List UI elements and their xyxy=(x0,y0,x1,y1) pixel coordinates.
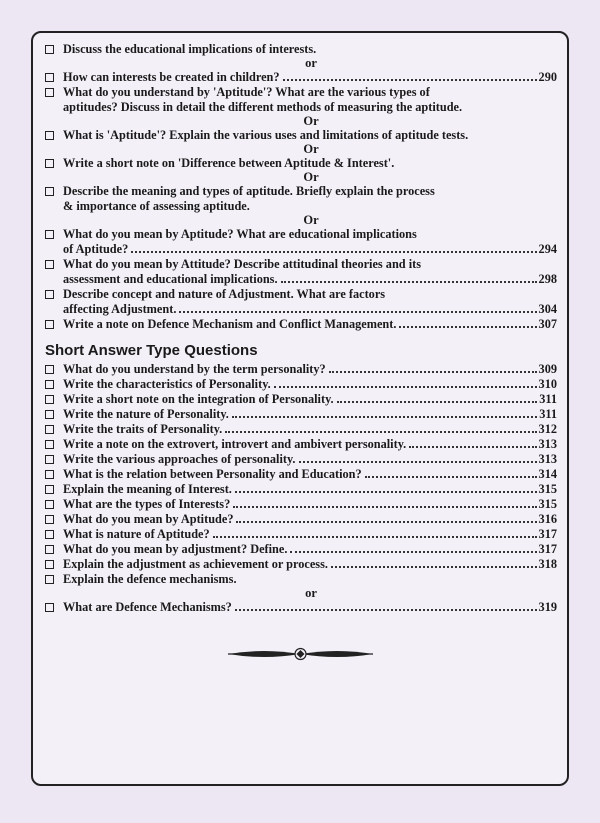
or-separator: Or xyxy=(303,170,319,184)
question-text: Explain the adjustment as achievement or process. xyxy=(63,557,328,571)
page-number: 294 xyxy=(538,242,557,256)
checkbox-square-icon xyxy=(45,440,54,449)
checkbox-square-icon xyxy=(45,395,54,404)
short-question xyxy=(45,572,557,587)
dot-leader xyxy=(131,251,536,253)
ornament-divider-icon xyxy=(228,647,373,661)
checkbox-square-icon xyxy=(45,515,54,524)
checkbox-square-icon xyxy=(45,530,54,539)
question-text: What are the types of Interests? xyxy=(63,497,231,511)
question-text: Write a short note on 'Difference between Aptitude & Interest'. xyxy=(63,156,395,170)
page-number: 290 xyxy=(538,70,557,84)
checkbox-square-icon xyxy=(45,187,54,196)
question-text: Write the characteristics of Personality. xyxy=(63,377,271,391)
long-question xyxy=(45,156,557,171)
page-number: 314 xyxy=(538,467,557,481)
page-number: 313 xyxy=(538,437,557,451)
question-text: Discuss the educational implications of interests. xyxy=(63,42,317,56)
dot-leader xyxy=(235,491,537,493)
page-number: 310 xyxy=(538,377,557,391)
dot-leader xyxy=(365,476,537,478)
dot-leader xyxy=(331,566,537,568)
page-number: 315 xyxy=(538,497,557,511)
short-question xyxy=(45,362,557,377)
question-text: What is 'Aptitude'? Explain the various uses and limitations of aptitude tests. xyxy=(63,128,469,142)
long-question xyxy=(45,128,557,143)
question-text: Write the various approaches of personality. xyxy=(63,452,296,466)
question-text: What do you mean by Aptitude? xyxy=(63,512,234,526)
checkbox-square-icon xyxy=(45,455,54,464)
checkbox-square-icon xyxy=(45,320,54,329)
page-number: 309 xyxy=(538,362,557,376)
short-question xyxy=(45,422,557,437)
short-question xyxy=(45,542,557,557)
dot-leader xyxy=(409,446,536,448)
page-frame xyxy=(31,31,569,786)
checkbox-square-icon xyxy=(45,73,54,82)
checkbox-square-icon xyxy=(45,365,54,374)
checkbox-square-icon xyxy=(45,260,54,269)
question-text: What do you mean by Aptitude? What are educational implications xyxy=(63,227,417,241)
dot-leader xyxy=(236,521,536,523)
contents-list xyxy=(45,42,557,615)
long-question xyxy=(45,70,557,85)
page-number: 317 xyxy=(538,542,557,556)
section-title: Short Answer Type Questions xyxy=(45,342,258,359)
long-question xyxy=(45,42,557,57)
or-separator: Or xyxy=(303,213,319,227)
dot-leader xyxy=(179,311,536,313)
long-question xyxy=(45,257,557,287)
long-question xyxy=(45,85,557,115)
question-text: What do you mean by adjustment? Define. xyxy=(63,542,288,556)
question-text: How can interests be created in children? xyxy=(63,70,280,84)
question-text: Write a note on the extrovert, introvert and ambivert personality. xyxy=(63,437,407,451)
page-number: 298 xyxy=(538,272,557,286)
long-question xyxy=(45,317,557,332)
short-question xyxy=(45,497,557,512)
dot-leader xyxy=(233,506,536,508)
page-number: 311 xyxy=(539,407,557,421)
checkbox-square-icon xyxy=(45,425,54,434)
question-text: aptitudes? Discuss in detail the different methods of measuring the aptitude. xyxy=(63,100,463,114)
question-text: What is nature of Aptitude? xyxy=(63,527,210,541)
checkbox-square-icon xyxy=(45,603,54,612)
short-question xyxy=(45,407,557,422)
checkbox-square-icon xyxy=(45,230,54,239)
dot-leader xyxy=(281,281,537,283)
short-question xyxy=(45,512,557,527)
question-text: & importance of assessing aptitude. xyxy=(63,199,250,213)
question-text: assessment and educational implications. xyxy=(63,272,278,286)
or-separator: Or xyxy=(303,142,319,156)
checkbox-square-icon xyxy=(45,380,54,389)
dot-leader xyxy=(274,386,537,388)
long-question xyxy=(45,184,557,214)
dot-leader xyxy=(329,371,537,373)
question-text: of Aptitude? xyxy=(63,242,129,256)
checkbox-square-icon xyxy=(45,560,54,569)
dot-leader xyxy=(290,551,536,553)
question-text: Write a short note on the integration of Personality. xyxy=(63,392,334,406)
dot-leader xyxy=(399,326,536,328)
short-answer-list xyxy=(45,362,557,615)
checkbox-square-icon xyxy=(45,88,54,97)
short-question xyxy=(45,467,557,482)
question-text: What is the relation between Personality and Education? xyxy=(63,467,362,481)
question-text: What are Defence Mechanisms? xyxy=(63,600,232,614)
short-question xyxy=(45,482,557,497)
checkbox-square-icon xyxy=(45,410,54,419)
page-number: 318 xyxy=(538,557,557,571)
checkbox-square-icon xyxy=(45,470,54,479)
or-separator: or xyxy=(305,586,317,600)
or-separator: Or xyxy=(303,114,319,128)
checkbox-square-icon xyxy=(45,131,54,140)
page-number: 311 xyxy=(539,392,557,406)
short-question xyxy=(45,377,557,392)
question-text: Describe the meaning and types of aptitude. Briefly explain the process xyxy=(63,184,435,198)
dot-leader xyxy=(299,461,537,463)
page-number: 307 xyxy=(538,317,557,331)
dot-leader xyxy=(235,609,537,611)
or-separator: or xyxy=(305,56,317,70)
page-number: 313 xyxy=(538,452,557,466)
checkbox-square-icon xyxy=(45,159,54,168)
question-text: Explain the defence mechanisms. xyxy=(63,572,237,586)
question-text: Write the traits of Personality. xyxy=(63,422,223,436)
page-number: 315 xyxy=(538,482,557,496)
question-text: affecting Adjustment. xyxy=(63,302,177,316)
question-text: Write the nature of Personality. xyxy=(63,407,229,421)
question-text: Explain the meaning of Interest. xyxy=(63,482,232,496)
short-question xyxy=(45,452,557,467)
checkbox-square-icon xyxy=(45,545,54,554)
page-number: 317 xyxy=(538,527,557,541)
checkbox-square-icon xyxy=(45,45,54,54)
long-question xyxy=(45,287,557,317)
question-text: What do you understand by the term personality? xyxy=(63,362,326,376)
page-number: 304 xyxy=(538,302,557,316)
question-text: Describe concept and nature of Adjustment. What are factors xyxy=(63,287,386,301)
page-number: 312 xyxy=(538,422,557,436)
dot-leader xyxy=(225,431,536,433)
checkbox-square-icon xyxy=(45,575,54,584)
dot-leader xyxy=(213,536,537,538)
dot-leader xyxy=(232,416,537,418)
long-answer-list xyxy=(45,42,557,332)
dot-leader xyxy=(337,401,538,403)
question-text: Write a note on Defence Mechanism and Conflict Management. xyxy=(63,317,397,331)
checkbox-square-icon xyxy=(45,485,54,494)
short-question xyxy=(45,600,557,615)
short-question xyxy=(45,557,557,572)
short-question xyxy=(45,392,557,407)
checkbox-square-icon xyxy=(45,290,54,299)
page-number: 319 xyxy=(538,600,557,614)
checkbox-square-icon xyxy=(45,500,54,509)
question-text: What do you mean by Attitude? Describe attitudinal theories and its xyxy=(63,257,421,271)
short-question xyxy=(45,437,557,452)
question-text: What do you understand by 'Aptitude'? What are the various types of xyxy=(63,85,430,99)
long-question xyxy=(45,227,557,257)
short-question xyxy=(45,527,557,542)
page-number: 316 xyxy=(538,512,557,526)
dot-leader xyxy=(283,79,537,81)
